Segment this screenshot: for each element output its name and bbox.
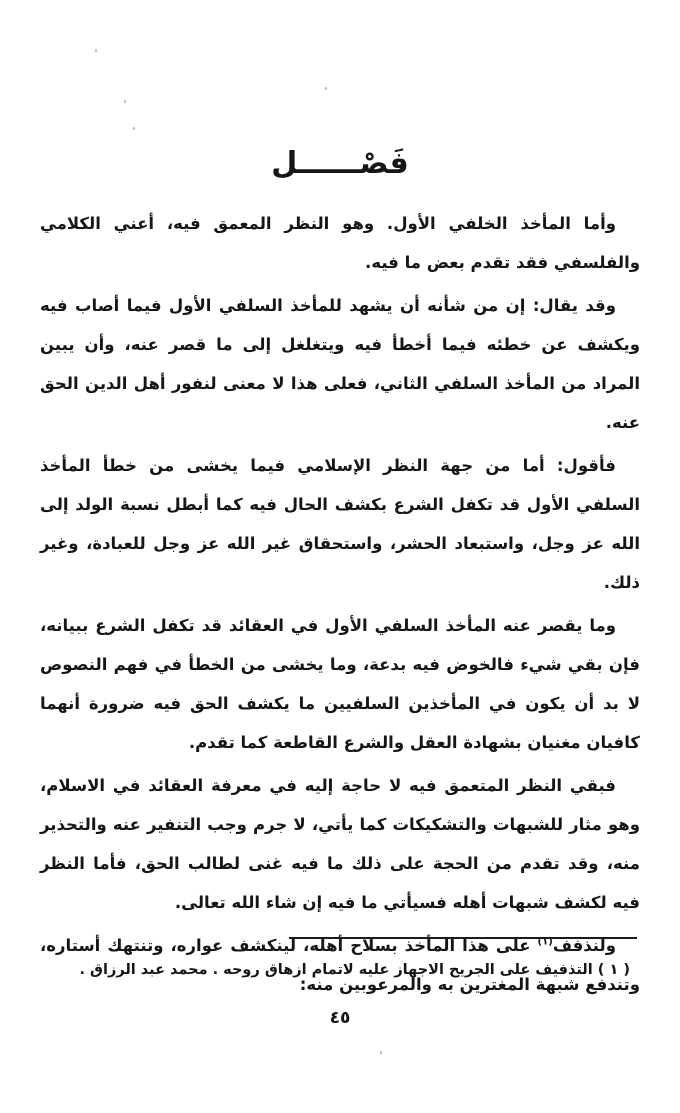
- page-number: ٤٥: [329, 1008, 351, 1028]
- paragraph-3: فأقول: أما من جهة النظر الإسلامي فيما يخشى من خطأ المأخذ السلفي الأول قد تكفل الشرع بكشف الحال فيه كما أبطل نسبة الولد إلى الله عز وجل، واستبعاد الحشر، واستحقاق غير الله عز وجل للعبادة، وغير ذلك.: [40, 456, 640, 592]
- section-heading: فَصْــــــل: [271, 146, 409, 181]
- paragraph-2: وقد يقال: إن من شأنه أن يشهد للمأخذ السلفي الأول فيما أصاب فيه ويكشف عن خطئه فيما أخطأ فيه ويتغلغل إلى ما قصر عنه، وأن يبين المراد من المأخذ السلفي الثاني، فعلى هذا لا معنى لنفور أهل الدين الحق عنه.: [40, 296, 640, 432]
- paragraph-5: فبقي النظر المتعمق فيه لا حاجة إليه في معرفة العقائد في الاسلام، وهو مثار للشبهات والتشكيكات كما يأتي، لا جرم وجب التنفير عنه والتحذير منه، وقد تقدم من الحجة على ذلك ما فيه غنى لطالب الحق، فأما النظر فيه لكشف شبهات أهله فسيأتي ما فيه إن شاء الله تعالى.: [40, 776, 640, 912]
- footnote-divider: [289, 937, 637, 939]
- footnote-marker: (١): [537, 936, 553, 948]
- paragraph-6-text-end: على هذا المأخذ بسلاح أهله، لينكشف عواره، وتنتهك أستاره، وتندفع شبهة المغترين به والمرعوبين منه:: [40, 936, 640, 994]
- footnote-text: ( ١ ) التذفيف على الجريح الاجهاز عليه لاتمام ازهاق روحه . محمد عبد الرزاق .: [79, 962, 630, 978]
- paragraph-6-text-start: ولنذفف: [552, 936, 616, 955]
- paragraph-4: وما يقصر عنه المأخذ السلفي الأول في العقائد قد تكفل الشرع ببيانه، فإن بقي شيء فالخوض فيه بدعة، وما يخشى من الخطأ في فهم النصوص لا بد أن يكون في المأخذين السلفيين ما يكشف الحق فيه ضرورة أنهما كافيان مغنيان بشهادة العقل والشرع القاطعة كما تقدم.: [40, 616, 640, 752]
- scan-speckle: [380, 1051, 382, 1054]
- body-text: [40, 204, 640, 1008]
- scan-speckle: [133, 127, 135, 130]
- paragraph-1: وأما المأخذ الخلفي الأول. وهو النظر المعمق فيه، أعني الكلامي والفلسفي فقد تقدم بعض ما فيه.: [40, 214, 640, 272]
- scan-speckle: [325, 87, 327, 90]
- scan-speckle: [95, 49, 97, 52]
- scan-speckle: [124, 100, 126, 103]
